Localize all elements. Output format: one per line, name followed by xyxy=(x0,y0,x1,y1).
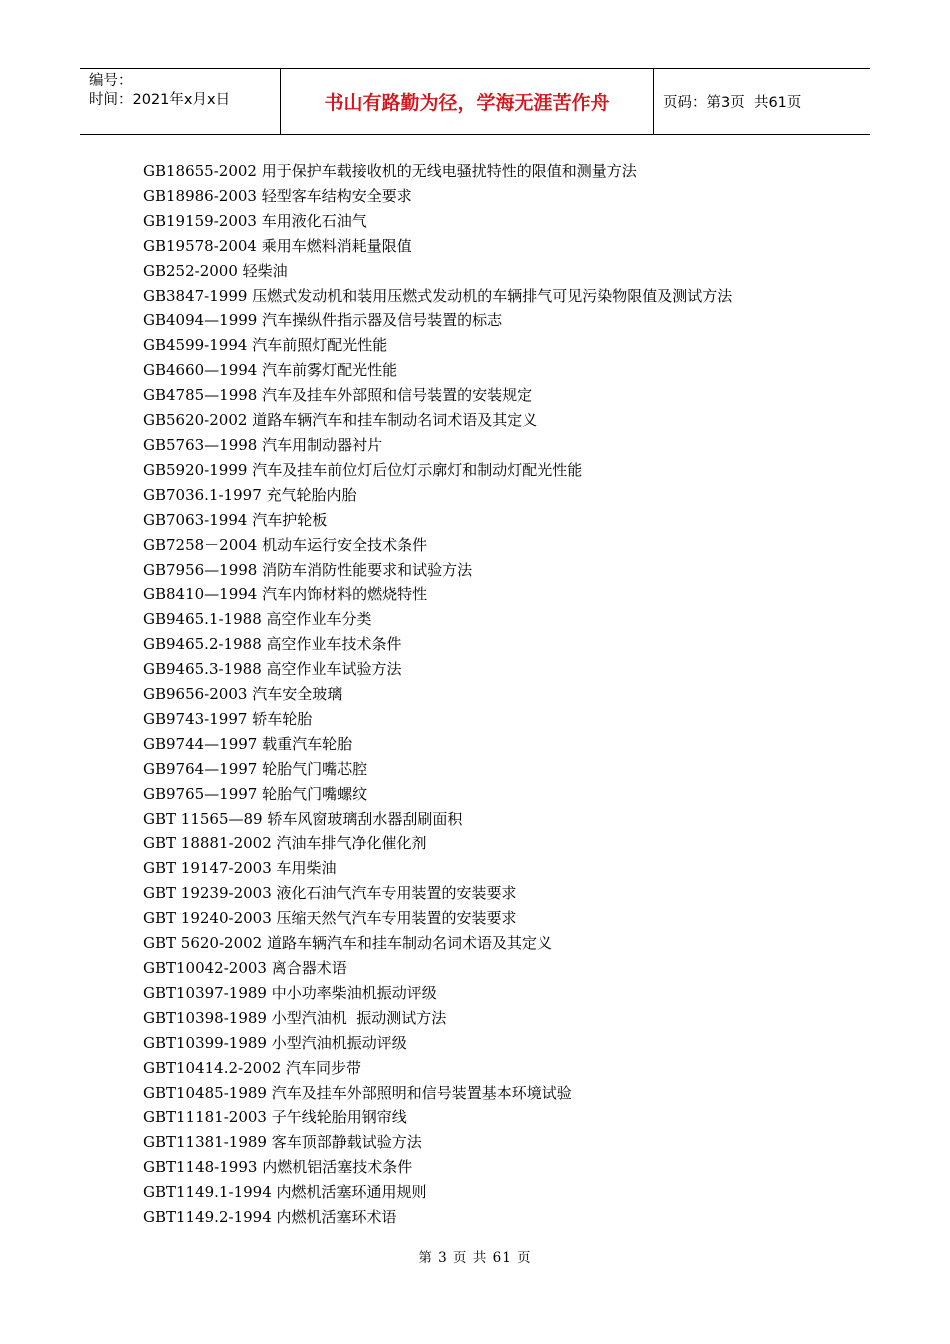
standard-item: GBT11181-2003 子午线轮胎用钢帘线 xyxy=(143,1108,407,1127)
time-label: 时间：2021年x月x日 xyxy=(89,92,231,108)
standard-item: GB19159-2003 车用液化石油气 xyxy=(143,211,367,230)
standard-item: GBT10397-1989 中小功率柴油机振动评级 xyxy=(143,983,437,1002)
standard-item: GBT 5620-2002 道路车辆汽车和挂车制动名词术语及其定义 xyxy=(143,934,552,953)
standard-item: GB5920-1999 汽车及挂车前位灯后位灯示廓灯和制动灯配光性能 xyxy=(143,460,583,479)
standard-item: GB8410—1994 汽车内饰材料的燃烧特性 xyxy=(143,585,428,604)
standard-item: GBT1148-1993 内燃机铝活塞技术条件 xyxy=(143,1158,413,1177)
standard-item: GBT10414.2-2002 汽车同步带 xyxy=(143,1058,362,1077)
standard-item: GBT11381-1989 客车顶部静载试验方法 xyxy=(143,1133,422,1152)
standard-item: GBT10485-1989 汽车及挂车外部照明和信号装置基本环境试验 xyxy=(143,1083,572,1102)
standard-item: GBT 19240-2003 压缩天然气汽车专用装置的安装要求 xyxy=(143,909,517,928)
page-info: 页码：第3页 共61页 xyxy=(663,95,802,111)
standard-item: GB7063-1994 汽车护轮板 xyxy=(143,510,328,529)
standard-item: GB9764—1997 轮胎气门嘴芯腔 xyxy=(143,759,368,778)
page-header xyxy=(80,68,870,135)
standard-item: GB18655-2002 用于保护车载接收机的无线电骚扰特性的限值和测量方法 xyxy=(143,162,637,180)
standard-item: GB9744—1997 载重汽车轮胎 xyxy=(143,734,353,753)
standard-item: GB9743-1997 轿车轮胎 xyxy=(143,709,313,728)
standard-item: GB19578-2004 乘用车燃料消耗量限值 xyxy=(143,236,412,255)
standard-item: GBT10398-1989 小型汽油机 振动测试方法 xyxy=(143,1008,447,1027)
standard-item: GBT 18881-2002 汽油车排气净化催化剂 xyxy=(143,834,427,853)
standard-item: GB7258－2004 机动车运行安全技术条件 xyxy=(143,535,428,554)
standard-item: GB4599-1994 汽车前照灯配光性能 xyxy=(143,336,388,355)
standard-item: GB18986-2003 轻型客车结构安全要求 xyxy=(143,186,412,205)
standard-item: GBT 19147-2003 车用柴油 xyxy=(143,859,337,878)
standard-item: GB9465.1-1988 高空作业车分类 xyxy=(143,610,372,629)
standard-item: GBT10399-1989 小型汽油机振动评级 xyxy=(143,1033,407,1052)
page-footer: 第 3 页 共 61 页 xyxy=(418,1250,532,1266)
standard-item: GB9465.3-1988 高空作业车试验方法 xyxy=(143,660,402,679)
standard-item: GBT1149.2-1994 内燃机活塞环术语 xyxy=(143,1208,397,1227)
standard-item: GB4094—1999 汽车操纵件指示器及信号装置的标志 xyxy=(143,311,503,330)
standard-item: GB9656-2003 汽车安全玻璃 xyxy=(143,685,343,704)
standard-item: GB9465.2-1988 高空作业车技术条件 xyxy=(143,635,402,654)
standard-item: GB4660—1994 汽车前雾灯配光性能 xyxy=(143,361,398,380)
standard-item: GB4785—1998 汽车及挂车外部照和信号装置的安装规定 xyxy=(143,386,533,405)
standard-item: GB7956—1998 消防车消防性能要求和试验方法 xyxy=(143,560,473,579)
standard-item: GBT1149.1-1994 内燃机活塞环通用规则 xyxy=(143,1183,427,1202)
standard-item: GB5620-2002 道路车辆汽车和挂车制动名词术语及其定义 xyxy=(143,411,538,430)
standards-list xyxy=(143,159,732,1230)
standard-item: GBT 11565—89 轿车风窗玻璃刮水器刮刷面积 xyxy=(143,809,463,828)
standard-item: GBT10042-2003 离合器术语 xyxy=(143,959,347,977)
standard-item: GB7036.1-1997 充气轮胎内胎 xyxy=(143,485,357,504)
header-left-cell xyxy=(80,69,281,134)
standard-item: GBT 19239-2003 液化石油气汽车专用装置的安装要求 xyxy=(143,884,517,903)
standard-item: GB252-2000 轻柴油 xyxy=(143,261,288,280)
number-label: 编号： xyxy=(89,73,133,89)
standard-item: GB3847-1999 压燃式发动机和装用压燃式发动机的车辆排气可见污染物限值及测试方法 xyxy=(143,286,733,305)
motto: 书山有路勤为径，学海无涯苦作舟 xyxy=(281,69,654,134)
standard-item: GB9765—1997 轮胎气门嘴螺纹 xyxy=(143,784,368,803)
standard-item: GB5763—1998 汽车用制动器衬片 xyxy=(143,435,383,454)
